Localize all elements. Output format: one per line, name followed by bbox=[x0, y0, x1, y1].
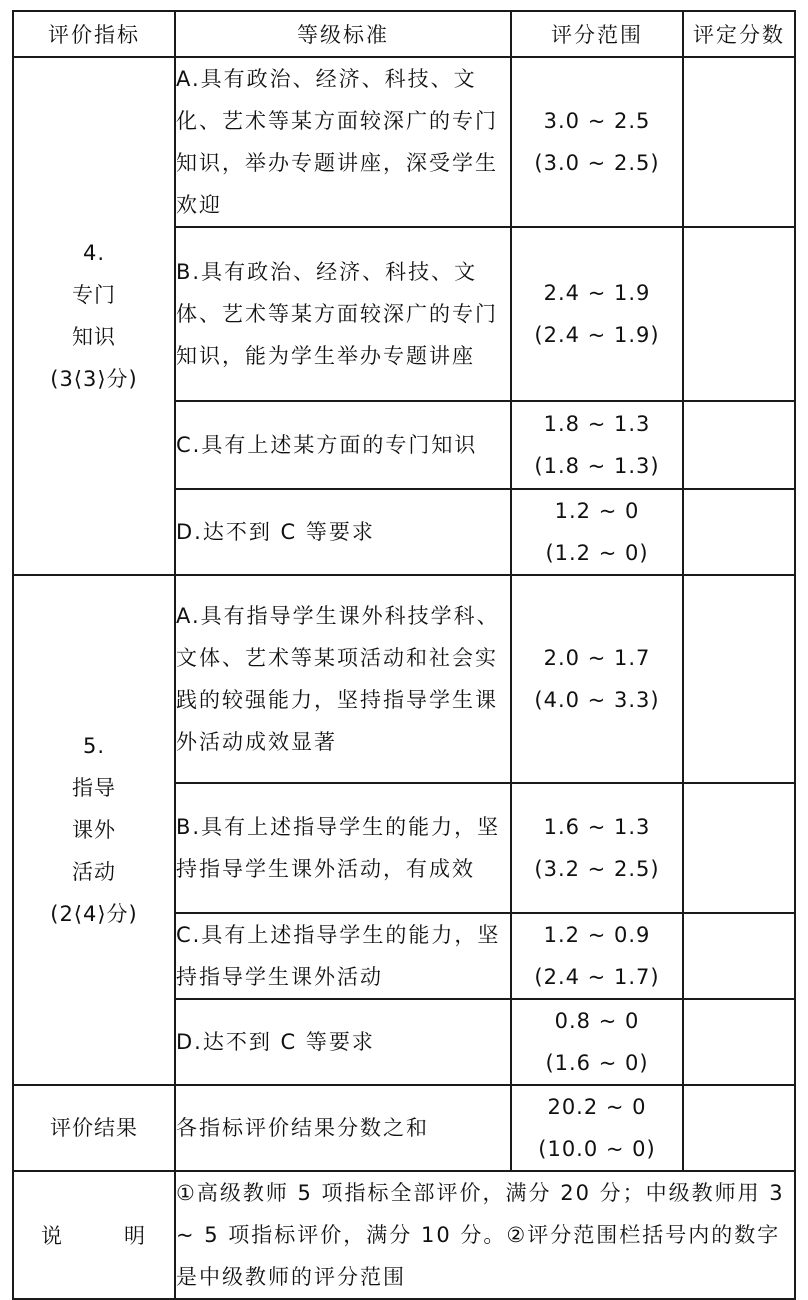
score-input-cell[interactable] bbox=[683, 913, 795, 999]
range-senior: 1.8 ~ 1.3 bbox=[543, 412, 651, 436]
note-label-left: 说 bbox=[41, 1224, 64, 1248]
range-intermediate: (1.2 ~ 0) bbox=[545, 541, 649, 565]
index-number: 5. bbox=[82, 734, 106, 758]
result-range-cell bbox=[511, 1085, 683, 1171]
index-cell-knowledge bbox=[13, 57, 175, 575]
header-index: 评价指标 bbox=[13, 11, 175, 57]
header-range: 评分范围 bbox=[511, 11, 683, 57]
range-cell bbox=[511, 227, 683, 401]
header-standard: 等级标准 bbox=[175, 11, 511, 57]
score-input-cell[interactable] bbox=[683, 401, 795, 489]
note-label bbox=[13, 1171, 175, 1299]
range-senior: 1.2 ~ 0.9 bbox=[543, 923, 651, 947]
range-cell bbox=[511, 57, 683, 227]
range-senior: 2.0 ~ 1.7 bbox=[543, 646, 651, 670]
index-points: (2⟨4⟩分) bbox=[50, 902, 138, 926]
range-cell bbox=[511, 783, 683, 913]
range-senior: 3.0 ~ 2.5 bbox=[543, 109, 651, 133]
range-intermediate: (1.8 ~ 1.3) bbox=[534, 454, 660, 478]
range-cell bbox=[511, 575, 683, 783]
range-senior: 1.6 ~ 1.3 bbox=[543, 815, 651, 839]
range-senior: 20.2 ~ 0 bbox=[547, 1095, 647, 1119]
range-cell bbox=[511, 401, 683, 489]
table-row bbox=[13, 57, 795, 227]
index-title-line: 指导 bbox=[72, 776, 116, 800]
index-title-line: 专门 bbox=[72, 283, 116, 307]
range-intermediate: (2.4 ~ 1.7) bbox=[534, 965, 660, 989]
index-title-line: 知识 bbox=[72, 325, 116, 349]
range-intermediate: (4.0 ~ 3.3) bbox=[534, 688, 660, 712]
range-cell bbox=[511, 913, 683, 999]
score-input-cell[interactable] bbox=[683, 1085, 795, 1171]
range-senior: 1.2 ~ 0 bbox=[554, 499, 640, 523]
index-title-line: 活动 bbox=[72, 860, 116, 884]
score-input-cell[interactable] bbox=[683, 783, 795, 913]
standard-cell: B.具有政治、经济、科技、文体、艺术等某方面较深广的专门知识，能为学生举办专题讲座 bbox=[175, 227, 511, 401]
result-row bbox=[13, 1085, 795, 1171]
range-cell bbox=[511, 999, 683, 1085]
index-cell-activities bbox=[13, 575, 175, 1085]
result-label: 评价结果 bbox=[13, 1085, 175, 1171]
standard-cell: C.具有上述指导学生的能力，坚持指导学生课外活动 bbox=[175, 913, 511, 999]
evaluation-table bbox=[12, 10, 796, 1300]
range-senior: 0.8 ~ 0 bbox=[554, 1009, 640, 1033]
standard-cell: B.具有上述指导学生的能力，坚持指导学生课外活动，有成效 bbox=[175, 783, 511, 913]
standard-cell: A.具有政治、经济、科技、文化、艺术等某方面较深广的专门知识，举办专题讲座，深受学生欢迎 bbox=[175, 57, 511, 227]
header-row bbox=[13, 11, 795, 57]
note-text: ①高级教师 5 项指标全部评价，满分 20 分；中级教师用 3 ~ 5 项指标评价，满分 10 分。②评分范围栏括号内的数字是中级教师的评分范围 bbox=[175, 1171, 795, 1299]
range-intermediate: (2.4 ~ 1.9) bbox=[534, 323, 660, 347]
table-row bbox=[13, 575, 795, 783]
range-intermediate: (1.6 ~ 0) bbox=[545, 1051, 649, 1075]
score-input-cell[interactable] bbox=[683, 227, 795, 401]
score-input-cell[interactable] bbox=[683, 575, 795, 783]
note-row bbox=[13, 1171, 795, 1299]
standard-cell: D.达不到 C 等要求 bbox=[175, 999, 511, 1085]
standard-cell: D.达不到 C 等要求 bbox=[175, 489, 511, 575]
index-title-line: 课外 bbox=[72, 818, 116, 842]
range-cell bbox=[511, 489, 683, 575]
result-standard: 各指标评价结果分数之和 bbox=[175, 1085, 511, 1171]
range-intermediate: (10.0 ~ 0) bbox=[538, 1137, 656, 1161]
header-score: 评定分数 bbox=[683, 11, 795, 57]
evaluation-sheet bbox=[12, 10, 794, 1300]
score-input-cell[interactable] bbox=[683, 57, 795, 227]
range-intermediate: (3.0 ~ 2.5) bbox=[534, 151, 660, 175]
standard-cell: A.具有指导学生课外科技学科、文体、艺术等某项活动和社会实践的较强能力，坚持指导学生课外活动成效显著 bbox=[175, 575, 511, 783]
range-senior: 2.4 ~ 1.9 bbox=[543, 281, 651, 305]
score-input-cell[interactable] bbox=[683, 999, 795, 1085]
score-input-cell[interactable] bbox=[683, 489, 795, 575]
standard-cell: C.具有上述某方面的专门知识 bbox=[175, 401, 511, 489]
index-number: 4. bbox=[82, 241, 106, 265]
note-label-right: 明 bbox=[124, 1224, 147, 1248]
index-points: (3⟨3⟩分) bbox=[50, 367, 138, 391]
range-intermediate: (3.2 ~ 2.5) bbox=[534, 857, 660, 881]
